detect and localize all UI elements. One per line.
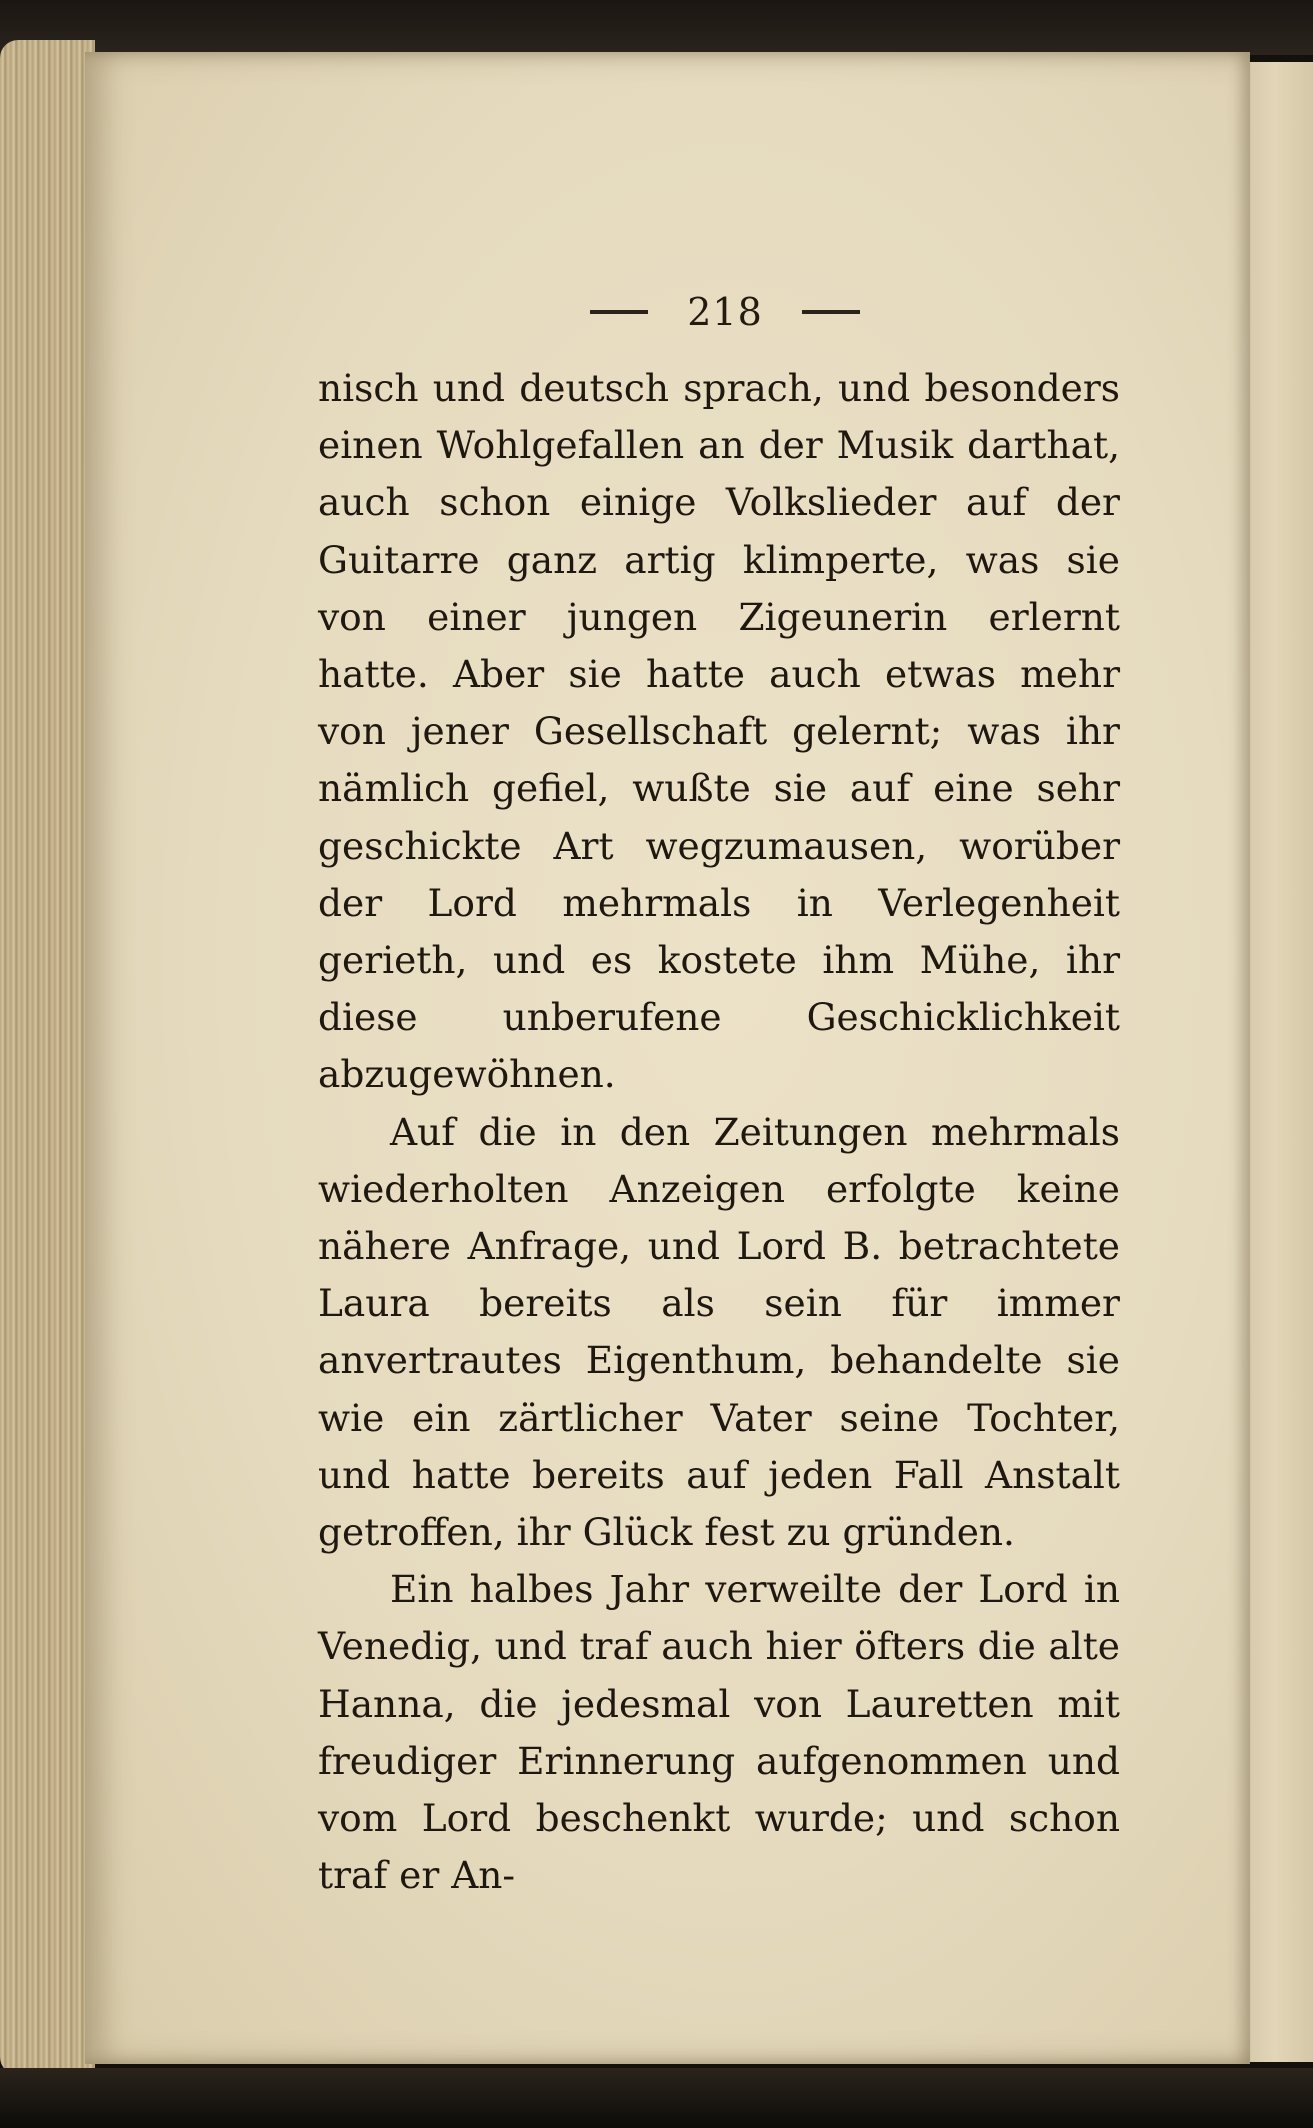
page-number: 218 — [687, 290, 763, 334]
book-cover-top-edge — [0, 0, 1313, 55]
page-header — [590, 282, 860, 342]
paragraph-2: Auf die in den Zeitungen mehrmals wiederholten Anzeigen erfolgte keine nähere Anfrage, und Lord B. betrachtete Laura bereits als sein für immer anvertrautes Eigenthum, behandelte sie wie ein zärtlicher Vater seine Tochter, und hatte bereits auf jeden Fall Anstalt getroffen, ihr Glück fest zu gründen. — [318, 1109, 1120, 1555]
body-text — [318, 360, 1120, 1904]
paragraph-3: Ein halbes Jahr verweilte der Lord in Venedig, und traf auch hier öfters die alte Hanna, die jedesmal von Lauretten mit freudiger Erinnerung aufgenommen und vom Lord beschenkt wurde; und schon traf er An- — [318, 1567, 1120, 1898]
book-cover-bottom-edge — [0, 2068, 1313, 2128]
header-dash-left — [590, 310, 648, 314]
facing-page-sliver — [1245, 62, 1313, 2062]
stacked-page-edges — [0, 40, 95, 2075]
header-dash-right — [802, 310, 860, 314]
paragraph-1: nisch und deutsch sprach, und besonders einen Wohlgefallen an der Musik darthat, auch schon einige Volkslieder auf der Guitarre ganz artig klimperte, was sie von einer jungen Zigeunerin erlernt hatte. Aber sie hatte auch etwas mehr von jener Gesellschaft gelernt; was ihr nämlich gefiel, wußte sie auf eine sehr geschickte Art wegzumausen, worüber der Lord mehrmals in Verlegenheit gerieth, und es kostete ihm Mühe, ihr diese unberufene Geschicklichkeit abzugewöhnen. — [318, 366, 1120, 1097]
